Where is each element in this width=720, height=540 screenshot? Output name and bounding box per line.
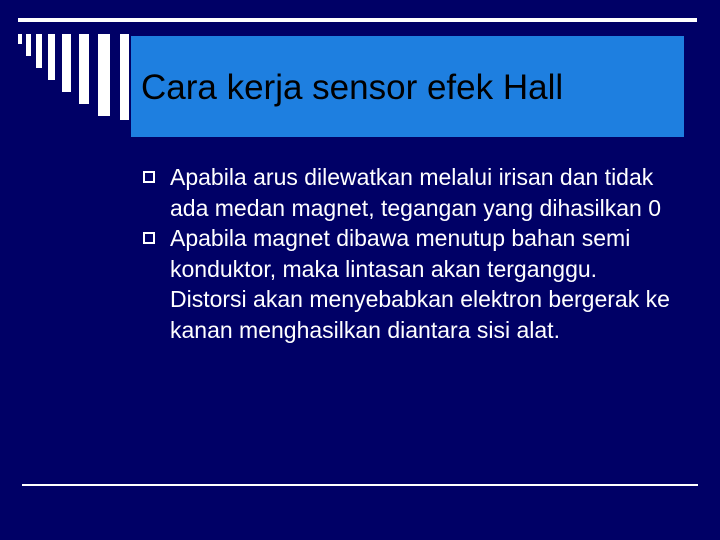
- bullet-text: Apabila arus dilewatkan melalui irisan dan tidak ada medan magnet, tegangan yang dihasilkan 0: [170, 164, 662, 221]
- bullet-list: [140, 162, 680, 345]
- bottom-rule: [22, 484, 698, 486]
- bullet-item: [140, 223, 680, 345]
- bullet-item: [140, 162, 680, 223]
- slide-title: Cara kerja sensor efek Hall: [141, 68, 564, 107]
- square-bullet-icon: [143, 232, 155, 244]
- bullet-text: Apabila magnet dibawa menutup bahan semi konduktor, maka lintasan akan terganggu. Distorsi akan menyebabkan elektron bergerak ke kanan menghasilkan diantara sisi alat.: [170, 225, 670, 343]
- decorative-stripes: [0, 0, 140, 120]
- square-bullet-icon: [143, 171, 155, 183]
